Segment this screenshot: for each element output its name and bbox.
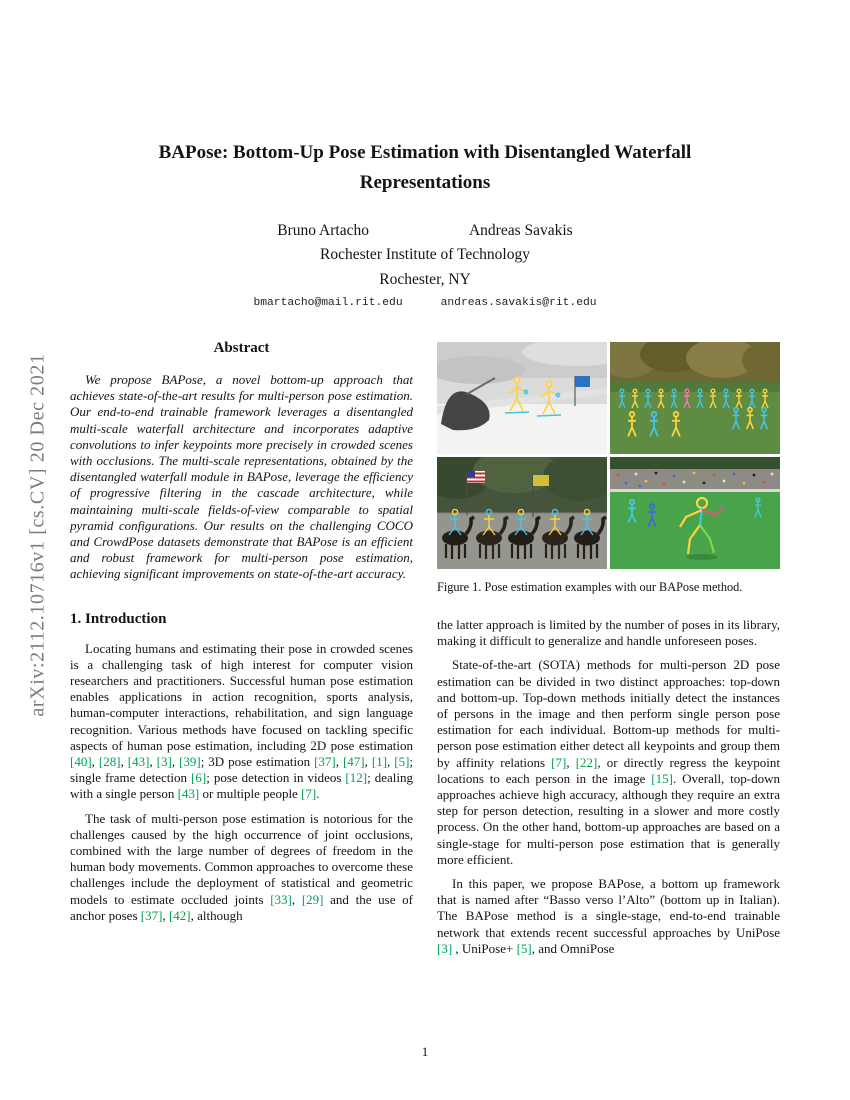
author-row [0,222,850,240]
intro-paragraph-2: The task of multi-person pose estimation is notorious for the challenges caused by the high occurrence of joint occlusions, combined with the large number of degrees of freedom in the human body movements. Common approaches to overcome these challenges include the deployment of statistical and geometric models to estimate occluded joints [33], [29] and the use of anchor poses [37], [42], although [70,810,414,923]
title-line-2: Representations [359,172,491,193]
citation-link[interactable]: [12] [345,770,368,786]
citation-link[interactable]: [7] [301,786,317,802]
citation-link[interactable]: [22] [575,754,598,770]
affiliation-city: Rochester, NY [379,271,471,288]
author-name-2: Andreas Savakis [468,222,573,239]
figure-image-horse-riders [437,457,607,569]
intro-paragraph-1: Locating humans and estimating their pose in crowded scenes is a challenging task of high interest for computer vision researchers and practitioners. Successful human pose estimation enables applications in action recognition, sports analysis, human-computer interactions, rehabilitation, and sign language recognition. Various methods have focused on tackling specific aspects of human pose estimation, including 2D pose estimation [40], [28], [43], [3], [39]; 3D pose estimation [37], [47], [1], [5]; single frame detection [6]; pose detection in videos [12]; dealing with a single person [43] or multiple people [7]. [70,640,414,802]
citation-link[interactable]: [43] [177,786,200,802]
figure-1 [437,342,780,595]
figure-image-park-crowd [610,342,780,454]
figure-caption: Figure 1. Pose estimation examples with our BAPose method. [437,580,743,594]
citation-link[interactable]: [40] [70,754,92,770]
right-paragraph-3: In this paper, we propose BAPose, a bottom up framework that is named after “Basso verso l’Alto” (bottom up in Italian). The BAPose method is a single-stage, end-to-end trainable network that extends recent successful approaches by UniPose [3] , UniPose+ [5], and OmniPose [437,876,780,956]
page-number: 1 [421,1044,429,1059]
author-name-1: Bruno Artacho [277,222,369,239]
affiliation: Rochester Institute of Technology [320,246,530,263]
citation-link[interactable]: [37] [140,907,163,923]
paper-title [0,138,850,198]
citation-link[interactable]: [42] [168,907,191,923]
right-paragraph-1: the latter approach is limited by the number of poses in its library, making it difficult to generalize and handle unforeseen poses. [437,617,780,649]
email-row [0,297,850,309]
citation-link[interactable]: [7] [551,754,567,770]
citation-link[interactable]: [1] [371,754,388,770]
right-paragraph-2: State-of-the-art (SOTA) methods for multi-person 2D pose estimation can be divided in two distinct approaches: top-down and bottom-up. Top-down methods initially detect the instances of persons in the image and then perform single person pose estimation for each individual. Bottom-up methods for multi-person pose estimation either detect all keypoints and group them by affinity relations [7], [22], or directly regress the keypoint locations to each person in the image [15]. Overall, top-down approaches achieve high accuracy, although they require an extra step for person detection, resulting in a slower and more costly process. On the other hand, bottom-up approaches are based on a single-stage for multi-person pose estimation that is generally more efficient. [437,657,780,867]
citation-link[interactable]: [5] [516,940,532,956]
citation-link[interactable]: [28] [98,754,121,770]
paper-header [0,138,850,309]
figure-image-grid [437,342,780,569]
abstract-heading: Abstract [213,340,270,356]
title-line-1: BAPose: Bottom-Up Pose Estimation with Disentangled Waterfall [158,142,692,163]
arxiv-watermark: arXiv:2112.10716v1 [cs.CV] 20 Dec 2021 [26,353,49,717]
section-heading-introduction: 1. Introduction [70,610,167,627]
left-column [70,340,413,932]
citation-link[interactable]: [39] [179,754,201,770]
citation-link[interactable]: [33] [270,891,292,907]
citation-link[interactable]: [3] [156,754,172,770]
figure-image-field-pose [610,457,780,569]
right-column [437,340,780,965]
citation-link[interactable]: [43] [127,754,150,770]
abstract-text: We propose BAPose, a novel bottom-up approach that achieves state-of-the-art results for multi-person pose estimation. Our end-to-end trainable framework leverages a disentangled multi-scale waterfall architecture and incorporates adaptive convolutions to infer keypoints more precisely in crowded scenes with occlusions. The multi-scale representations, obtained by the disentangled waterfall module in BAPose, leverage the efficiency of progressive filtering in the cascade architecture, while maintaining multi-scale fields-of-view comparable to spatial pyramid configurations. Our results on the challenging COCO and CrowdPose datasets demonstrate that BAPose is an efficient and robust framework for multi-person pose estimation, achieving significant improvements on state-of-the-art accuracy. [70,372,413,582]
citation-link[interactable]: [15] [651,770,673,786]
citation-link[interactable]: [3] [437,940,453,956]
citation-link[interactable]: [5] [394,754,410,770]
citation-link[interactable]: [6] [191,770,207,786]
citation-link[interactable]: [29] [301,891,324,907]
author-email-1: bmartacho@mail.rit.edu [253,297,403,309]
citation-link[interactable]: [47] [342,754,365,770]
citation-link[interactable]: [37] [314,754,336,770]
figure-image-snow-scene [437,342,607,454]
author-email-2: andreas.savakis@rit.edu [440,297,597,309]
